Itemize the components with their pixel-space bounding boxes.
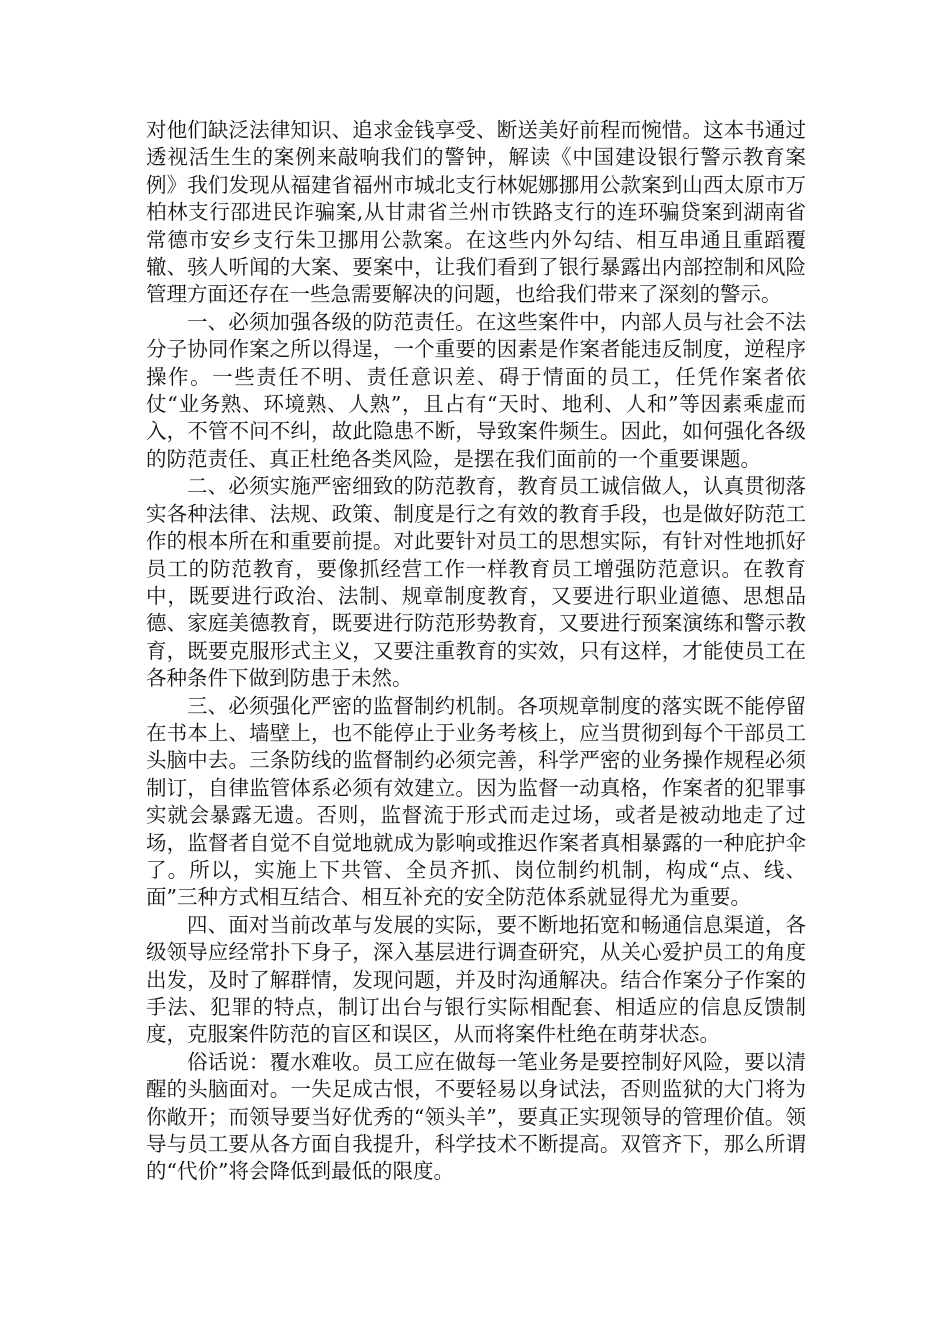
paragraph-6: 俗话说：覆水难收。员工应在做每一笔业务是要控制好风险，要以清醒的头脑面对。一失足成古恨，不要轻易以身试法，否则监狱的大门将为你敞开；而领导要当好优秀的“领头羊”，要真正实现领导的管理价值。领导与员工要从各方面自我提升，科学技术不断提高。双管齐下，那么所谓的“代价”将会降低到最低的限度。 — [146, 1049, 806, 1184]
paragraph-1: 对他们缺泛法律知识、追求金钱享受、断送美好前程而惋惜。这本书通过透视活生生的案例来敲响我们的警钟，解读《中国建设银行警示教育案例》我们发现从福建省福州市城北支行林妮娜挪用公款案到山西太原市万柏林支行邵进民诈骗案,从甘肃省兰州市铁路支行的连环骗贷案到湖南省常德市安乡支行朱卫挪用公款案。在这些内外勾结、相互串通且重蹈覆辙、骇人听闻的大案、要案中，让我们看到了银行暴露出内部控制和风险管理方面还存在一些急需要解决的问题，也给我们带来了深刻的警示。 — [146, 118, 806, 307]
document-body — [146, 117, 806, 1186]
paragraph-5: 四、面对当前改革与发展的实际，要不断地拓宽和畅通信息渠道，各级领导应经常扑下身子，深入基层进行调查研究，从关心爱护员工的角度出发，及时了解群情，发现问题，并及时沟通解决。结合作案分子作案的手法、犯罪的特点，制订出台与银行实际相配套、相适应的信息反馈制度，克服案件防范的盲区和误区，从而将案件杜绝在萌芽状态。 — [146, 912, 806, 1047]
paragraph-2: 一、必须加强各级的防范责任。在这些案件中，内部人员与社会不法分子协同作案之所以得逞，一个重要的因素是作案者能违反制度，逆程序操作。一些责任不明、责任意识差、碍于情面的员工，任凭作案者依仗“业务熟、环境熟、人熟”，且占有“天时、地利、人和”等因素乘虚而入，不管不问不纠，故此隐患不断，导致案件频生。因此，如何强化各级的防范责任、真正杜绝各类风险，是摆在我们面前的一个重要课题。 — [146, 309, 806, 471]
paragraph-4: 三、必须强化严密的监督制约机制。各项规章制度的落实既不能停留在书本上、墙壁上，也不能停止于业务考核上，应当贯彻到每个干部员工头脑中去。三条防线的监督制约必须完善，科学严密的业务操作规程必须制订，自律监管体系必须有效建立。因为监督一动真格，作案者的犯罪事实就会暴露无遗。否则，监督流于形式而走过场，或者是被动地走了过场，监督者自觉不自觉地就成为影响或推迟作案者真相暴露的一种庇护伞了。所以，实施上下共管、全员齐抓、岗位制约机制，构成“点、线、面”三种方式相互结合、相互补充的安全防范体系就显得尤为重要。 — [146, 693, 806, 910]
paragraph-3: 二、必须实施严密细致的防范教育，教育员工诚信做人，认真贯彻落实各种法律、法规、政策、制度是行之有效的教育手段，也是做好防范工作的根本所在和重要前提。对此要针对员工的思想实际，有针对性地抓好员工的防范教育，要像抓经营工作一样教育员工增强防范意识。在教育中，既要进行政治、法制、规章制度教育，又要进行职业道德、思想品德、家庭美德教育，既要进行防范形势教育，又要进行预案演练和警示教育，既要克服形式主义，又要注重教育的实效，只有这样，才能使员工在各种条件下做到防患于未然。 — [146, 474, 806, 691]
